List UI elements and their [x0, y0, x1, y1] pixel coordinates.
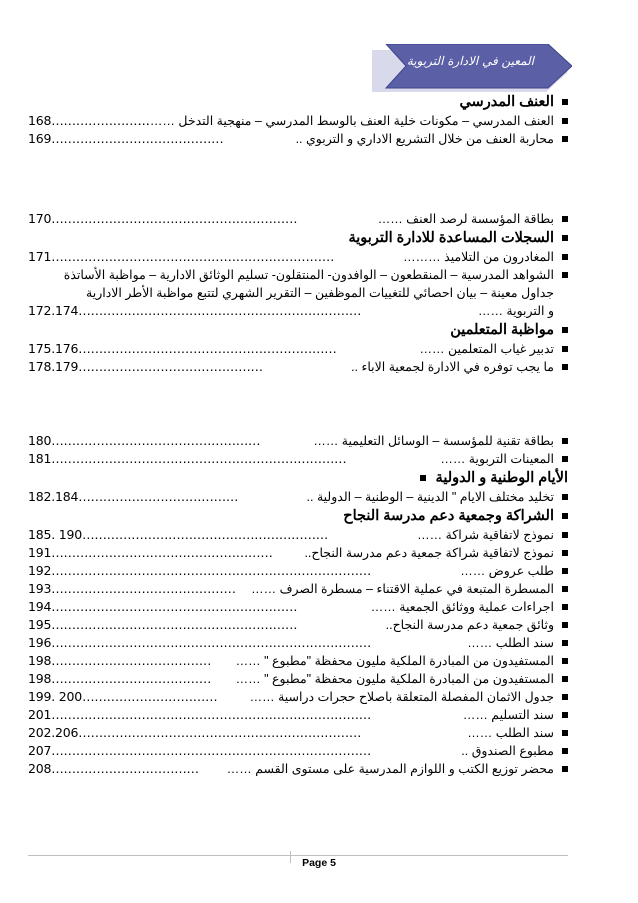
toc-page: 170……………………………………………………: [28, 211, 298, 226]
bullet-icon: [562, 550, 568, 556]
toc-entry: [28, 266, 554, 284]
toc-page: 196……………………………………………………………………: [28, 635, 372, 650]
toc-page: 181………………………………………………………………: [28, 451, 347, 466]
toc-text: سند التسليم ……: [462, 708, 554, 722]
toc-text: وثائق جمعية دعم مدرسة النجاح..: [385, 618, 554, 632]
toc-page: 192……………………………………………………………………: [28, 563, 372, 578]
toc-page: 195……………………………………………………: [28, 617, 298, 632]
toc-entry: [28, 688, 554, 706]
toc-text: مواظبة المتعلمين: [450, 322, 554, 338]
bullet-icon: [562, 676, 568, 682]
bullet-icon: [562, 622, 568, 628]
toc-text: الشراكة وجمعية دعم مدرسة النجاح: [343, 508, 554, 524]
toc-text: سند الطلب ……: [467, 636, 554, 650]
toc-page: 169……………………………………: [28, 131, 224, 146]
toc-page: 199. 200……………………………: [28, 689, 218, 704]
toc-text: محضر توزيع الكتب و اللوازم المدرسية على مستوى القسم ……: [226, 762, 554, 776]
toc-page: 194……………………………………………………: [28, 599, 298, 614]
toc-text: اجراءات عملية ووثائق الجمعية ……: [370, 600, 554, 614]
bullet-icon: [562, 456, 568, 462]
toc-entry: [28, 634, 554, 652]
bullet-icon: [562, 712, 568, 718]
toc-entry: [28, 130, 554, 148]
toc-page: 201……………………………………………………………………: [28, 707, 372, 722]
bullet-icon: [562, 568, 568, 574]
bullet-icon: [562, 748, 568, 754]
toc-heading: [28, 92, 554, 112]
toc-entry: [28, 652, 554, 670]
toc-text: العنف المدرسي – مكونات خلية العنف بالوسط المدرسي – منهجية التدخل ………: [137, 114, 554, 128]
toc-entry: [28, 724, 554, 742]
toc-entry: [28, 742, 554, 760]
bullet-icon: [562, 532, 568, 538]
bullet-icon: [562, 586, 568, 592]
toc-page: 198…………………………………: [28, 653, 212, 668]
toc-page: 198…………………………………: [28, 671, 212, 686]
toc-entry: [28, 432, 554, 450]
bullet-icon: [562, 694, 568, 700]
toc-heading: [28, 506, 554, 526]
toc-page: 180……………………………………………: [28, 433, 261, 448]
toc-text: سند الطلب ……: [467, 726, 554, 740]
toc-text: و التربوية ……: [477, 304, 554, 318]
toc-page: 172.174……………………………………………………………: [28, 303, 362, 318]
bullet-icon: [562, 438, 568, 444]
toc-entry: [28, 562, 554, 580]
toc-text: مطبوع الصندوق ..: [461, 744, 554, 758]
banner-shape: [372, 44, 572, 92]
toc-text: نموذج لاتفاقية شراكة ……: [417, 528, 554, 542]
bullet-icon: [562, 513, 568, 519]
bullet-icon: [562, 494, 568, 500]
bullet-icon: [562, 216, 568, 222]
toc-page: 182.184…………………………………: [28, 489, 239, 504]
toc-page: 208………………………………: [28, 761, 199, 776]
toc-heading: [28, 320, 554, 340]
toc-page: 178.179………………………………………: [28, 359, 263, 374]
toc-text: بطاقة المؤسسة لرصد العنف ……: [377, 212, 554, 226]
toc-text: نموذج لاتفاقية شراكة جمعية دعم مدرسة النجاح..: [304, 546, 554, 560]
toc-entry: [28, 488, 554, 506]
toc-text: الأيام الوطنية و الدولية: [435, 470, 568, 486]
bullet-icon: [562, 730, 568, 736]
toc-page: 202.206……………………………………………………………: [28, 725, 362, 740]
toc-text: المسطرة المتبعة في عملية الاقتناء – مسطرة الصرف ……: [251, 582, 554, 596]
toc-entry: [28, 670, 554, 688]
bullet-icon: [562, 364, 568, 370]
bullet-icon: [562, 235, 568, 241]
footer-divider: [28, 855, 568, 856]
bullet-icon: [562, 346, 568, 352]
toc-entry: [28, 760, 554, 778]
toc-text: طلب عروض ……: [460, 564, 554, 578]
toc-entry: [28, 248, 554, 266]
toc-page: 168……………………: [28, 113, 150, 128]
toc-entry: [28, 526, 554, 544]
toc-entry: [28, 580, 554, 598]
toc-entry: [28, 340, 554, 358]
bullet-icon: [562, 640, 568, 646]
toc-entry: [28, 544, 554, 562]
toc-entry: [28, 616, 554, 634]
toc-entry: [28, 112, 554, 130]
toc-text: السجلات المساعدة للادارة التربوية: [348, 230, 554, 246]
bullet-icon: [562, 99, 568, 105]
toc-entry: [28, 210, 554, 228]
header-banner: [372, 44, 572, 92]
toc-text: المعينات التربوية ……: [440, 452, 554, 466]
toc-page: 207……………………………………………………………………: [28, 743, 372, 758]
toc-text: ما يجب توفره في الادارة لجمعية الاباء ..: [351, 360, 554, 374]
toc-entry: [28, 358, 554, 376]
toc-text: الشواهد المدرسية – المنقطعون – الوافدون- المنتقلون- تسليم الوثائق الادارية – مواظبة الأساتذة: [63, 268, 554, 282]
page-number: Page 5: [302, 857, 336, 869]
bullet-icon: [562, 254, 568, 260]
toc-text: العنف المدرسي: [459, 94, 554, 110]
toc-entry-continued: [28, 302, 554, 320]
toc-page: 171……………………………………………………………: [28, 249, 335, 264]
toc-entry: [28, 598, 554, 616]
table-of-contents: [28, 92, 568, 778]
bullet-icon: [562, 604, 568, 610]
toc-text: تدبير غياب المتعلمين ……: [419, 342, 554, 356]
bullet-icon: [562, 118, 568, 124]
toc-heading: [28, 468, 568, 488]
toc-text: تخليد مختلف الايام " الدينية – الوطنية – الدولية ..: [306, 490, 554, 504]
toc-heading: [28, 228, 554, 248]
bullet-icon: [562, 327, 568, 333]
bullet-icon: [562, 658, 568, 664]
toc-page: 191………………………………………………: [28, 545, 273, 560]
toc-text: المغادرون من التلاميذ ………: [403, 250, 554, 264]
bullet-icon: [562, 766, 568, 772]
toc-text: محاربة العنف من خلال التشريع الاداري و التربوي ..: [295, 132, 554, 146]
toc-entry: [28, 450, 554, 468]
toc-text: المستفيدون من المبادرة الملكية مليون محفظة "مطبوع " ……: [235, 654, 554, 668]
toc-entry: [28, 706, 554, 724]
bullet-icon: [562, 136, 568, 142]
toc-text: المستفيدون من المبادرة الملكية مليون محفظة "مطبوع " ……: [235, 672, 554, 686]
banner-title: المعين في الادارة التربوية: [406, 54, 534, 68]
toc-page: 185. 190……………………………………………………: [28, 527, 329, 542]
toc-page: 193………………………………………: [28, 581, 236, 596]
bullet-icon: [420, 475, 426, 481]
toc-entry-continued: [28, 284, 554, 302]
bullet-icon: [562, 272, 568, 278]
toc-page: 175.176………………………………………………………: [28, 341, 337, 356]
toc-text: بطاقة تقنية للمؤسسة – الوسائل التعليمية ……: [313, 434, 554, 448]
toc-text: جدول الاثمان المفصلة المتعلقة باصلاح حجرات دراسية ……: [249, 690, 554, 704]
toc-text: جداول معينة – بيان احصائي للتغييات الموظفين – التقرير الشهري لتتبع مواظبة الأطر الادارية: [86, 286, 554, 300]
